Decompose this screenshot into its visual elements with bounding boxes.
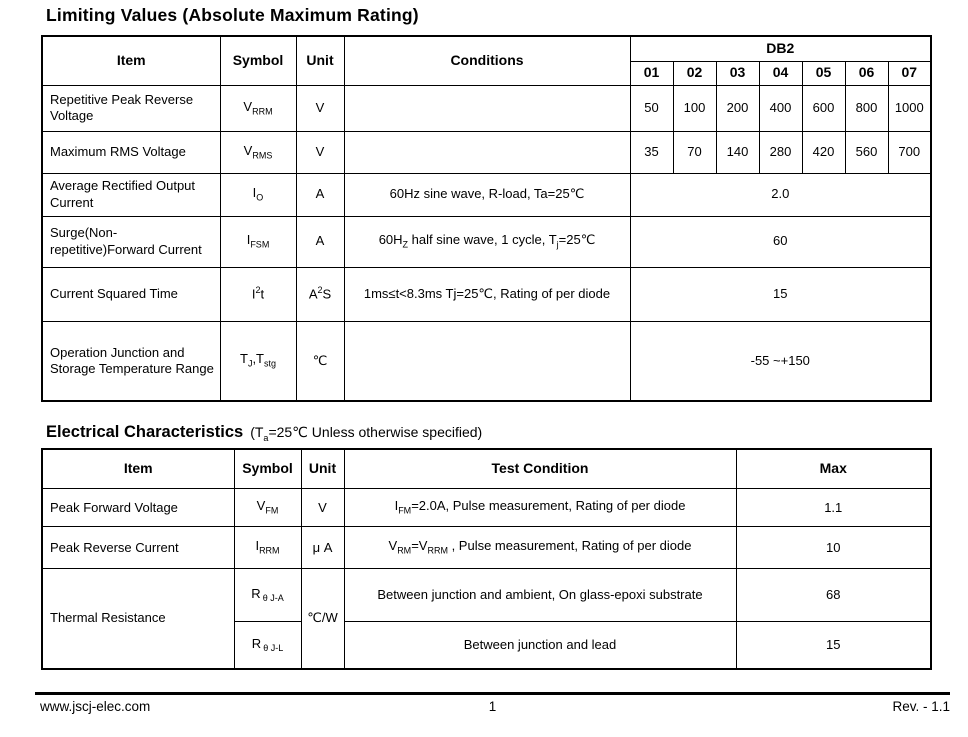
unit-cell: A: [296, 173, 344, 216]
value-cell: 50: [630, 85, 673, 131]
col-header-03: 03: [716, 61, 759, 85]
value-cell: 560: [845, 131, 888, 173]
item-cell: Peak Forward Voltage: [42, 489, 234, 527]
condition-text: half sine wave, 1 cycle, T: [408, 232, 557, 248]
symbol-sub: FM: [265, 505, 279, 516]
row-irrm: [42, 527, 931, 569]
limiting-values-table: [41, 35, 932, 402]
conditions-cell: [344, 131, 630, 173]
section-title-text: Electrical Characteristics: [46, 423, 244, 441]
unit-cell: V: [296, 85, 344, 131]
value-cell: 70: [673, 131, 716, 173]
value-span-cell: 15: [630, 267, 931, 321]
header-row-top: [42, 36, 931, 61]
unit-sup: 2: [317, 285, 323, 296]
footer-website: www.jscj-elec.com: [40, 699, 151, 714]
condition-text: =25℃: [558, 232, 596, 248]
col-header-07: 07: [888, 61, 931, 85]
item-cell: Peak Reverse Current: [42, 527, 234, 569]
note-text: =25℃ Unless otherwise specified): [268, 424, 483, 440]
conditions-cell: [344, 216, 630, 267]
symbol-base: I: [252, 185, 257, 201]
condition-text: , Pulse measurement, Rating of per diode: [447, 538, 692, 554]
symbol-cell: [220, 131, 296, 173]
unit-cell: A: [296, 216, 344, 267]
unit-cell: μ A: [301, 527, 344, 569]
symbol-cell: [220, 85, 296, 131]
item-cell: Operation Junction and Storage Temperature Range: [42, 321, 220, 401]
symbol-cell: [220, 216, 296, 267]
symbol-sub: FSM: [250, 239, 270, 250]
row-vrrm: [42, 85, 931, 131]
max-cell: 10: [736, 527, 931, 569]
symbol-base: t: [260, 286, 265, 302]
unit-cell: V: [296, 131, 344, 173]
footer-revision: Rev. - 1.1: [892, 699, 950, 714]
symbol-cell: [234, 622, 301, 669]
section-title-limiting-values: Limiting Values (Absolute Maximum Rating): [46, 5, 419, 25]
section-title-note: [250, 424, 482, 443]
symbol-sub: J: [247, 358, 253, 369]
col-header-04: 04: [759, 61, 802, 85]
unit-cell: V: [301, 489, 344, 527]
condition-sub: RM: [397, 545, 412, 556]
item-cell: Average Rectified Output Current: [42, 173, 220, 216]
max-cell: 15: [736, 622, 931, 669]
item-cell: Repetitive Peak Reverse Voltage: [42, 85, 220, 131]
symbol-sup: 2: [255, 285, 261, 296]
symbol-sub: RMS: [252, 150, 273, 161]
section-title-electrical-characteristics: [46, 423, 968, 443]
symbol-cell: [234, 527, 301, 569]
col-header-item: Item: [42, 36, 220, 85]
col-header-unit: Unit: [296, 36, 344, 85]
unit-cell: ℃/W: [301, 569, 344, 669]
condition-sub: FM: [398, 505, 412, 516]
condition-text: =V: [411, 538, 428, 554]
page-footer: [35, 692, 950, 714]
row-tj-tstg: [42, 321, 931, 401]
condition-text: I: [394, 498, 399, 514]
item-cell: Surge(Non-repetitive)Forward Current: [42, 216, 220, 267]
condition-sub: j: [556, 239, 559, 250]
condition-text: V: [388, 538, 398, 554]
row-i2t: [42, 267, 931, 321]
symbol-cell: [220, 267, 296, 321]
symbol-base: V: [243, 98, 253, 114]
symbol-sub: stg: [264, 358, 277, 369]
item-cell: Current Squared Time: [42, 267, 220, 321]
value-cell: 35: [630, 131, 673, 173]
col-header-unit: Unit: [301, 449, 344, 489]
symbol-base: V: [256, 498, 266, 514]
condition-text: =2.0A, Pulse measurement, Rating of per diode: [411, 498, 686, 514]
conditions-cell: [344, 321, 630, 401]
value-cell: 140: [716, 131, 759, 173]
symbol-sub: θ J-L: [263, 643, 284, 654]
value-cell: 800: [845, 85, 888, 131]
unit-base: A: [308, 286, 318, 302]
value-span-cell: -55 ~+150: [630, 321, 931, 401]
row-ifsm: [42, 216, 931, 267]
symbol-base: R: [251, 635, 262, 651]
condition-sub: Z: [402, 239, 409, 250]
electrical-characteristics-table: [41, 448, 932, 670]
symbol-sub: RRM: [259, 545, 280, 556]
symbol-base: I: [246, 232, 251, 248]
value-span-cell: 2.0: [630, 173, 931, 216]
max-cell: 1.1: [736, 489, 931, 527]
col-header-conditions: Conditions: [344, 36, 630, 85]
symbol-base: V: [243, 142, 253, 158]
symbol-base: T: [239, 351, 248, 367]
symbol-cell: [234, 569, 301, 622]
value-cell: 100: [673, 85, 716, 131]
footer-page-number: 1: [488, 699, 497, 714]
symbol-sub: RRM: [252, 106, 273, 117]
row-vfm: [42, 489, 931, 527]
value-cell: 600: [802, 85, 845, 131]
row-io: [42, 173, 931, 216]
note-sub: a: [263, 432, 269, 443]
col-header-01: 01: [630, 61, 673, 85]
unit-base: S: [322, 286, 332, 302]
unit-cell: [296, 267, 344, 321]
row-vrms: [42, 131, 931, 173]
item-cell: Thermal Resistance: [42, 569, 234, 669]
condition-cell: [344, 489, 736, 527]
symbol-cell: [220, 173, 296, 216]
symbol-sub: θ J-A: [262, 593, 284, 604]
max-cell: 68: [736, 569, 931, 622]
value-cell: 1000: [888, 85, 931, 131]
value-cell: 420: [802, 131, 845, 173]
header-row: [42, 449, 931, 489]
value-cell: 280: [759, 131, 802, 173]
value-cell: 200: [716, 85, 759, 131]
condition-text: 60H: [378, 232, 403, 248]
col-header-symbol: Symbol: [234, 449, 301, 489]
note-text: (T: [250, 424, 264, 440]
col-header-item: Item: [42, 449, 234, 489]
value-cell: 400: [759, 85, 802, 131]
datasheet-page: [0, 5, 968, 714]
col-header-05: 05: [802, 61, 845, 85]
row-rthja: [42, 569, 931, 622]
condition-cell: [344, 527, 736, 569]
condition-cell: Between junction and lead: [344, 622, 736, 669]
conditions-cell: 1ms≤t<8.3ms Tj=25℃, Rating of per diode: [344, 267, 630, 321]
symbol-cell: [234, 489, 301, 527]
value-span-cell: 60: [630, 216, 931, 267]
conditions-cell: [344, 85, 630, 131]
col-header-max: Max: [736, 449, 931, 489]
col-group-header-db2: DB2: [630, 36, 931, 61]
symbol-base: I: [255, 538, 260, 554]
symbol-sub: O: [256, 192, 264, 203]
col-header-06: 06: [845, 61, 888, 85]
symbol-base: I: [251, 286, 256, 302]
col-header-test-condition: Test Condition: [344, 449, 736, 489]
condition-sub: RRM: [427, 545, 448, 556]
symbol-base: R: [251, 585, 261, 601]
symbol-base: ,T: [252, 351, 264, 367]
unit-cell: ℃: [296, 321, 344, 401]
col-header-02: 02: [673, 61, 716, 85]
value-cell: 700: [888, 131, 931, 173]
col-header-symbol: Symbol: [220, 36, 296, 85]
symbol-cell: [220, 321, 296, 401]
conditions-cell: 60Hz sine wave, R-load, Ta=25℃: [344, 173, 630, 216]
condition-cell: Between junction and ambient, On glass-epoxi substrate: [344, 569, 736, 622]
item-cell: Maximum RMS Voltage: [42, 131, 220, 173]
